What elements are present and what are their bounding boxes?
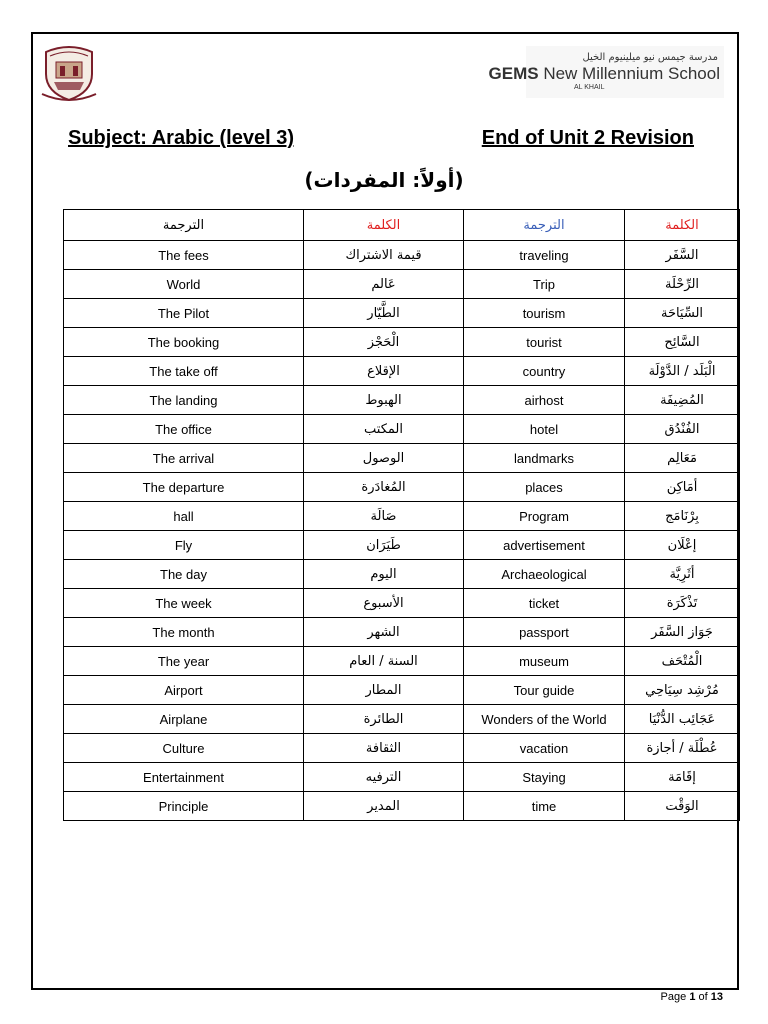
translation-cell: places	[464, 473, 625, 502]
page-label: Page	[660, 991, 687, 1003]
table-row	[64, 618, 740, 647]
word-cell: إعْلَان	[625, 531, 740, 560]
word-cell: أثَرِيَّة	[625, 560, 740, 589]
translation-cell: The arrival	[64, 444, 304, 473]
translation-cell: advertisement	[464, 531, 625, 560]
translation-cell: The take off	[64, 357, 304, 386]
word-cell: الوصول	[304, 444, 464, 473]
page-total: 13	[710, 991, 723, 1003]
table-row	[64, 647, 740, 676]
translation-cell: World	[64, 270, 304, 299]
translation-cell: Principle	[64, 792, 304, 821]
translation-cell: country	[464, 357, 625, 386]
vocabulary-table	[63, 209, 740, 821]
table-row	[64, 734, 740, 763]
word-cell: قيمة الاشتراك	[304, 241, 464, 270]
word-cell: بِرْنَامَج	[625, 502, 740, 531]
table-row	[64, 589, 740, 618]
translation-cell: Wonders of the World	[464, 705, 625, 734]
word-cell: الوَقْت	[625, 792, 740, 821]
header-word-right: الكلمة	[625, 210, 740, 241]
word-cell: الفُنْدُق	[625, 415, 740, 444]
translation-cell: Airport	[64, 676, 304, 705]
subject-heading: Subject: Arabic (level 3)	[68, 127, 294, 149]
translation-cell: airhost	[464, 386, 625, 415]
table-row	[64, 473, 740, 502]
header-translation-left: الترجمة	[64, 210, 304, 241]
table-row	[64, 328, 740, 357]
table-row	[64, 560, 740, 589]
word-cell: الْبَلَد / الدَّوْلَة	[625, 357, 740, 386]
translation-cell: Culture	[64, 734, 304, 763]
word-cell: الأسبوع	[304, 589, 464, 618]
word-cell: المكتب	[304, 415, 464, 444]
word-cell: عُطْلَة / أجازة	[625, 734, 740, 763]
word-cell: صَالَة	[304, 502, 464, 531]
word-cell: مَعَالِم	[625, 444, 740, 473]
translation-cell: hotel	[464, 415, 625, 444]
word-cell: عَالم	[304, 270, 464, 299]
table-row	[64, 763, 740, 792]
translation-cell: Program	[464, 502, 625, 531]
translation-cell: tourism	[464, 299, 625, 328]
page-current: 1	[689, 991, 696, 1003]
translation-cell: vacation	[464, 734, 625, 763]
translation-cell: The departure	[64, 473, 304, 502]
revision-heading: End of Unit 2 Revision	[481, 127, 694, 149]
school-name	[489, 64, 720, 84]
word-cell: طَيَرَان	[304, 531, 464, 560]
school-name-prefix: GEMS	[488, 64, 539, 83]
page-of: of	[698, 991, 708, 1003]
word-cell: إقَامَة	[625, 763, 740, 792]
translation-cell: The month	[64, 618, 304, 647]
translation-cell: ticket	[464, 589, 625, 618]
translation-cell: Staying	[464, 763, 625, 792]
translation-cell: traveling	[464, 241, 625, 270]
word-cell: الْمُتْحَف	[625, 647, 740, 676]
word-cell: السنة / العام	[304, 647, 464, 676]
word-cell: الشهر	[304, 618, 464, 647]
school-name-main: New Millennium School	[543, 64, 720, 83]
translation-cell: The landing	[64, 386, 304, 415]
word-cell: الإقلاع	[304, 357, 464, 386]
translation-cell: hall	[64, 502, 304, 531]
table-row	[64, 676, 740, 705]
word-cell: أمَاكِن	[625, 473, 740, 502]
translation-cell: time	[464, 792, 625, 821]
translation-cell: The office	[64, 415, 304, 444]
school-branch: AL KHAIL	[574, 84, 605, 91]
table-row	[64, 241, 740, 270]
translation-cell: Airplane	[64, 705, 304, 734]
translation-cell: landmarks	[464, 444, 625, 473]
table-row	[64, 386, 740, 415]
table-row	[64, 792, 740, 821]
word-cell: الرِّحْلَة	[625, 270, 740, 299]
table-row	[64, 502, 740, 531]
table-header-row	[64, 210, 740, 241]
table-row	[64, 444, 740, 473]
translation-cell: Entertainment	[64, 763, 304, 792]
header-translation-right: الترجمة	[464, 210, 625, 241]
word-cell: السَّائِح	[625, 328, 740, 357]
translation-cell: passport	[464, 618, 625, 647]
word-cell: الطَّيّار	[304, 299, 464, 328]
translation-cell: Tour guide	[464, 676, 625, 705]
translation-cell: The day	[64, 560, 304, 589]
word-cell: عَجَائِب الدُّنْيَا	[625, 705, 740, 734]
header-word-left: الكلمة	[304, 210, 464, 241]
word-cell: المُغادَرة	[304, 473, 464, 502]
word-cell: اليوم	[304, 560, 464, 589]
translation-cell: museum	[464, 647, 625, 676]
word-cell: المُضِيفَة	[625, 386, 740, 415]
table-row	[64, 531, 740, 560]
school-logo	[488, 46, 724, 98]
school-crest-logo	[40, 40, 98, 104]
word-cell: السَّفَر	[625, 241, 740, 270]
page-number	[661, 991, 723, 1003]
school-arabic-name: مدرسة جيمس نيو ميلينيوم الخيل	[582, 52, 718, 63]
word-cell: المطار	[304, 676, 464, 705]
translation-cell: Fly	[64, 531, 304, 560]
table-row	[64, 415, 740, 444]
table-row	[64, 705, 740, 734]
table-row	[64, 299, 740, 328]
translation-cell: The booking	[64, 328, 304, 357]
table-row	[64, 357, 740, 386]
word-cell: الثقافة	[304, 734, 464, 763]
translation-cell: Trip	[464, 270, 625, 299]
word-cell: الترفيه	[304, 763, 464, 792]
word-cell: الطائرة	[304, 705, 464, 734]
word-cell: الهبوط	[304, 386, 464, 415]
word-cell: جَوَاز السَّفَر	[625, 618, 740, 647]
section-title: (أولاً: المفردات)	[304, 168, 464, 192]
word-cell: السِّيَاحَة	[625, 299, 740, 328]
word-cell: مُرْشِد سِيَاحِي	[625, 676, 740, 705]
word-cell: المدير	[304, 792, 464, 821]
word-cell: الْحَجْز	[304, 328, 464, 357]
translation-cell: Archaeological	[464, 560, 625, 589]
translation-cell: The year	[64, 647, 304, 676]
translation-cell: The fees	[64, 241, 304, 270]
translation-cell: tourist	[464, 328, 625, 357]
translation-cell: The week	[64, 589, 304, 618]
table-row	[64, 270, 740, 299]
translation-cell: The Pilot	[64, 299, 304, 328]
word-cell: تَذْكَرَة	[625, 589, 740, 618]
